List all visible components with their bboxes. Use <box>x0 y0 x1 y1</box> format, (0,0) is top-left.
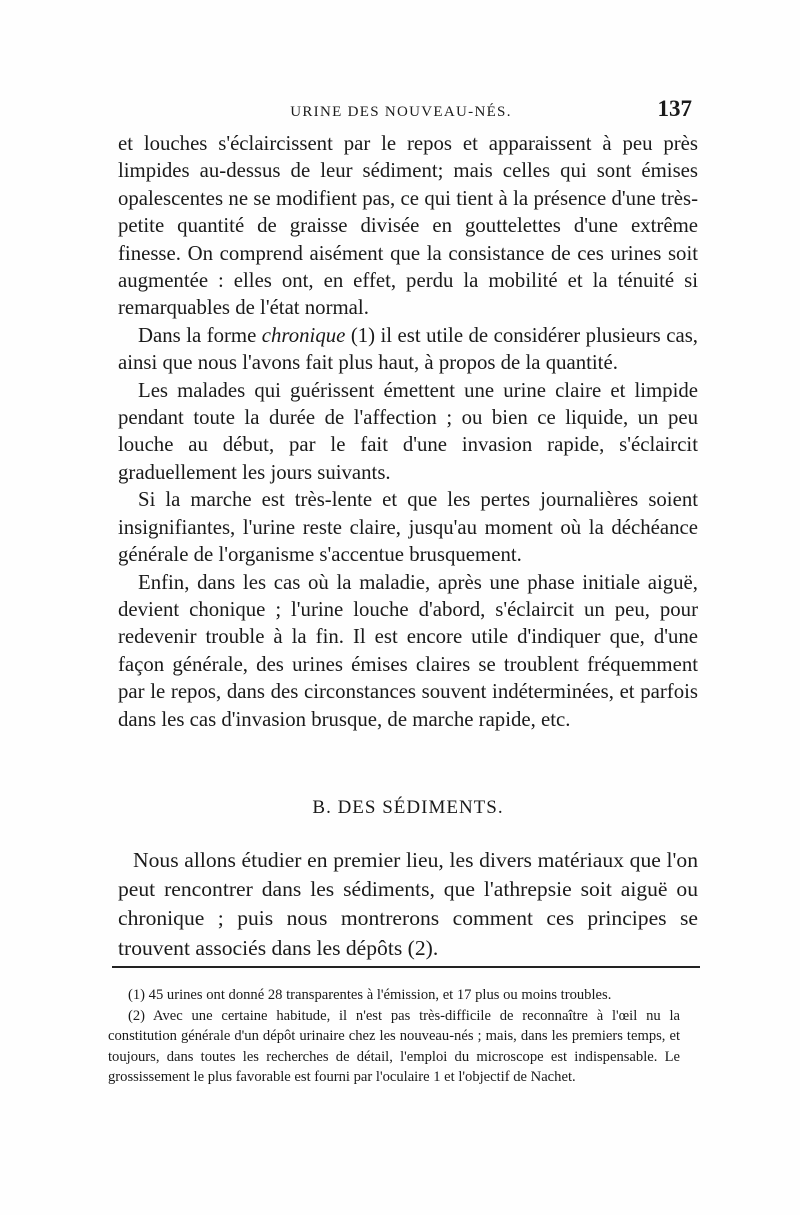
section-heading: B. DES SÉDIMENTS. <box>312 797 504 818</box>
paragraph-continued: et louches s'éclaircissent par le repos et apparaissent à peu près limpides au-dessus de leur sédiment; mais celles qui sont émises opalescentes ne se modifient pas, ce qui tient à la présence d'une très-petite quantité de graisse divisée en gouttelettes d'une extrême finesse. On comprend aisément que la consistance de ces urines soit augmentée : elles ont, en effet, perdu la mobilité et la ténuité si remarquables de l'état normal. <box>118 132 698 320</box>
section-text <box>118 846 698 963</box>
footnotes <box>108 985 680 1088</box>
footnote-1: (1) 45 urines ont donné 28 transparentes à l'émission, et 17 plus ou moins troubles. <box>128 987 612 1003</box>
body-text <box>118 130 698 733</box>
paragraph-chronic-form-end: (1) il est utile de considérer plusieurs cas, ainsi que nous l'avons fait plus haut, à propos de la quantité. <box>118 323 698 375</box>
page-number: 137 <box>657 96 692 121</box>
paragraph-recovering-patients: Les malades qui guérissent émettent une urine claire et limpide pendant toute la durée de l'affection ; ou bien ce liquide, un peu louche au début, par le fait d'une invasion rapide, s'éclaircit graduellement les jours suivants. <box>118 378 698 484</box>
italic-term: chronique <box>261 323 346 347</box>
paragraph-acute-to-chronic: Enfin, dans les cas où la maladie, après une phase initiale aiguë, devient chonique ; l'urine louche d'abord, s'éclaircit un peu, pour redevenir trouble à la fin. Il est encore utile d'indiquer que, d'une façon générale, des urines émises claires se troublent fréquemment par le repos, dans des circonstances souvent indéterminées, et parfois dans les cas d'invasion brusque, de marche rapide, etc. <box>118 570 698 731</box>
paragraph-chronic-form-start: Dans la forme <box>138 323 262 347</box>
paragraph-slow-course: Si la marche est très-lente et que les pertes journalières soient insignifiantes, l'urine reste claire, jusqu'au moment où la déchéance générale de l'organisme s'accentue brusquement. <box>118 488 698 567</box>
running-head <box>118 96 692 124</box>
paragraph-chronic-form <box>118 322 698 377</box>
footnote-2: (2) Avec une certaine habitude, il n'est pas très-difficile de reconnaître à l'œil nu la constitution générale d'un dépôt urinaire chez les nouveau-nés ; mais, dans les premiers temps, et toujours, dans toutes les recherches de détail, l'emploi du microscope est indispensable. Le grossissement le plus favorable est fourni par l'oculaire 1 et l'objectif de Nachet. <box>108 1007 680 1086</box>
running-title: URINE DES NOUVEAU-NÉS. <box>290 104 512 120</box>
paragraph-sediments-intro: Nous allons étudier en premier lieu, les divers matériaux que l'on peut rencontrer dans les sédiments, que l'athrepsie soit aiguë ou chronique ; puis nous montrerons comment ces principes se trouvent associés dans les dépôts (2). <box>118 848 698 960</box>
footnote-divider <box>112 966 700 968</box>
